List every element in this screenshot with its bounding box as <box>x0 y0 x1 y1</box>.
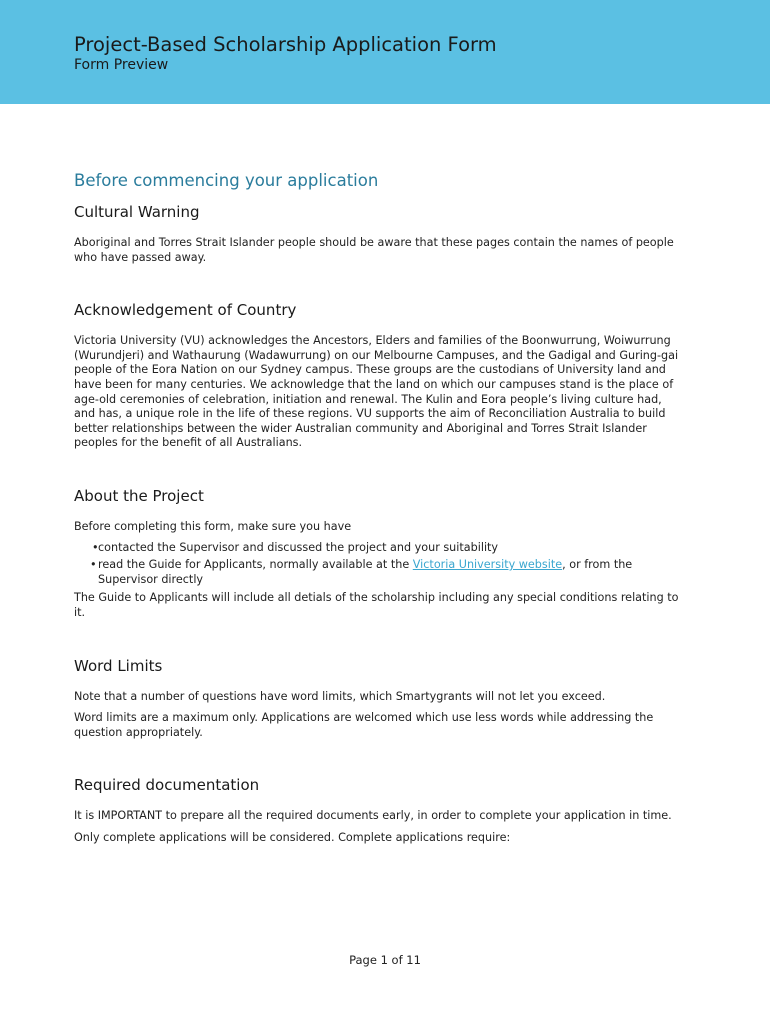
page-number: Page 1 of 11 <box>349 953 421 967</box>
acknowledgement-text: Victoria University (VU) acknowledges the Ancestors, Elders and families of the Boonwurrung, Woiwurrung (Wurundjeri) and Wathaurung (Wadawurrung) on our Melbourne Campuses, and the Gadigal and Guring-gai people of the Eora Nation on our Sydney campus. These groups are the custodians of University land and have been for many centuries. We acknowledge that the land on which our campuses stand is the place of age-old ceremonies of celebration, initiation and renewal. The Kulin and Eora people’s living culture had, and has, a unique role in the life of these regions. VU supports the aim of Reconciliation Australia to build better relationships between the wider Australian community and Aboriginal and Torres Strait Islander peoples for the benefit of all Australians. <box>74 334 679 450</box>
about-project-outro: The Guide to Applicants will include all detials of the scholarship including any special conditions relating to it. <box>74 591 679 619</box>
required-docs-text-1: It is IMPORTANT to prepare all the required documents early, in order to complete your application in time. <box>74 809 672 823</box>
list-item <box>74 558 684 587</box>
cultural-warning-text: Aboriginal and Torres Strait Islander people should be aware that these pages contain the names of people who have passed away. <box>74 236 674 264</box>
required-docs-heading: Required documentation <box>74 776 260 795</box>
list-item <box>74 541 684 556</box>
bullet-text: contacted the Supervisor and discussed the project and your suitability <box>98 540 499 554</box>
bullet-icon: • <box>90 558 97 572</box>
form-content <box>74 170 684 845</box>
acknowledgement-heading: Acknowledgement of Country <box>74 301 297 320</box>
about-project-heading: About the Project <box>74 486 204 505</box>
word-limits-text-2: Word limits are a maximum only. Applications are welcomed which use less words while addressing the question appropriately. <box>74 711 654 739</box>
form-subtitle: Form Preview <box>74 57 169 73</box>
header-banner <box>0 0 770 104</box>
required-docs-text-2: Only complete applications will be considered. Complete applications require: <box>74 830 511 844</box>
bullet-text-end: , or from the Supervisor directly <box>98 558 633 586</box>
about-project-list <box>74 541 684 588</box>
vu-website-link[interactable]: Victoria University website <box>412 558 563 572</box>
word-limits-heading: Word Limits <box>74 656 163 675</box>
cultural-warning-heading: Cultural Warning <box>74 203 200 221</box>
bullet-text-start: read the Guide for Applicants, normally available at the <box>98 558 413 572</box>
form-title: Project-Based Scholarship Application Form <box>74 33 497 56</box>
main-heading: Before commencing your application <box>74 171 379 190</box>
word-limits-text-1: Note that a number of questions have word limits, which Smartygrants will not let you exceed. <box>74 689 606 703</box>
bullet-icon: • <box>92 540 99 554</box>
about-project-intro: Before completing this form, make sure you have <box>74 519 352 533</box>
